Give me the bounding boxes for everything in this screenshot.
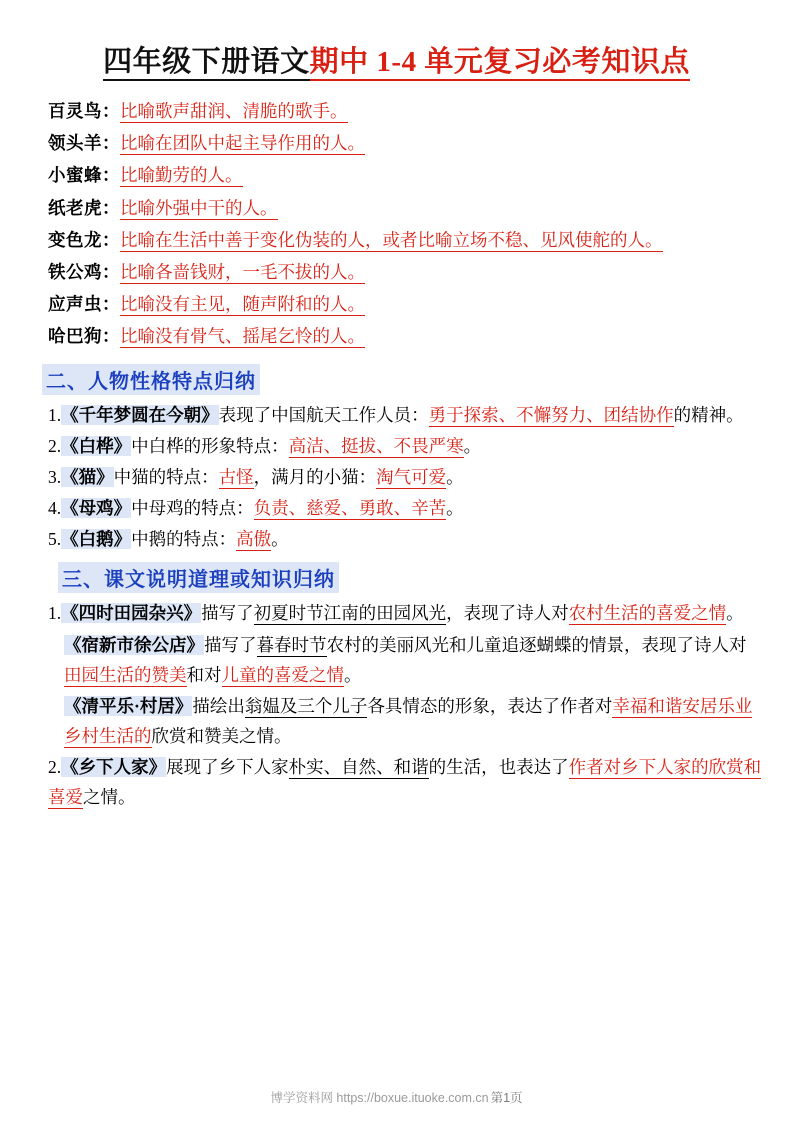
- item-text: 。: [463, 436, 482, 457]
- book-title: 《千年梦圆在今朝》: [61, 405, 219, 425]
- item-text: 中母鸡的特点：: [131, 498, 254, 519]
- book-title: 《母鸡》: [61, 498, 132, 519]
- section-heading-2: 二、人物性格特点归纳: [42, 364, 260, 395]
- list-item: [30, 630, 763, 690]
- item-text: 中鹅的特点：: [131, 529, 237, 550]
- item-highlight: 负责、慈爱、勇敢、辛苦: [253, 498, 447, 519]
- metaphor-term: 纸老虎：: [48, 197, 120, 218]
- book-title: 《白鹅》: [61, 529, 132, 550]
- page-title-part2: 期中 1-4 单元复习必考知识点: [310, 46, 690, 81]
- item-text: ，表现了诗人对: [446, 603, 569, 624]
- page-number: 第1页: [490, 1091, 523, 1105]
- metaphor-definition: 比喻在团队中起主导作用的人。: [120, 133, 365, 154]
- item-number: 4.: [48, 498, 62, 519]
- metaphor-definition: 比喻歌声甜润、清脆的歌手。: [120, 101, 348, 122]
- item-text: 中猫的特点：: [113, 467, 219, 488]
- book-title: 《宿新市徐公店》: [64, 634, 204, 655]
- metaphor-term: 领头羊：: [48, 133, 120, 154]
- item-text: 的生活，也表达了: [428, 756, 569, 777]
- list-item: [30, 96, 763, 126]
- metaphor-definition: 比喻没有骨气、摇尾乞怜的人。: [120, 325, 365, 346]
- metaphor-term: 变色龙：: [48, 229, 120, 250]
- item-text: 。: [344, 664, 362, 685]
- item-number: 5.: [48, 529, 62, 550]
- book-title: 《乡下人家》: [61, 756, 167, 777]
- item-text: 。: [446, 498, 464, 519]
- item-text: 各具情态的形象，表达了作者对: [367, 695, 613, 716]
- list-item: [30, 691, 763, 751]
- metaphor-term: 小蜜蜂：: [48, 165, 120, 186]
- item-highlight: 儿童的喜爱之情: [221, 664, 344, 685]
- metaphor-term: 应声虫：: [48, 293, 120, 314]
- metaphor-definition: 比喻在生活中善于变化伪装的人，或者比喻立场不稳、见风使舵的人。: [120, 229, 663, 250]
- list-item: [30, 400, 763, 430]
- book-title: 《白桦》: [61, 436, 132, 457]
- page-title-part1: 四年级下册语文: [103, 46, 310, 81]
- item-text: 描写了: [204, 634, 257, 655]
- item-number: 2.: [48, 756, 62, 777]
- list-item: [30, 598, 763, 628]
- item-text: 之情。: [83, 787, 136, 808]
- list-item: [30, 752, 763, 812]
- list-item: [30, 462, 763, 492]
- item-number: 2.: [48, 436, 62, 457]
- item-text: 描写了: [201, 603, 254, 624]
- item-text: 展现了乡下人家: [166, 756, 289, 777]
- book-title: 《猫》: [61, 467, 114, 488]
- item-underline: 初夏时节江南的田园风光: [253, 603, 447, 624]
- metaphor-definition: 比喻各啬钱财，一毛不拔的人。: [120, 261, 365, 282]
- item-highlight: 高洁、挺拔、不畏严寒: [288, 436, 464, 457]
- page-title: [30, 44, 763, 80]
- item-text: 欣赏和赞美之情。: [151, 725, 292, 746]
- item-highlight: 田园生活的赞美: [64, 664, 187, 685]
- item-highlight: 淘气可爱: [376, 467, 447, 488]
- item-highlight: 幸福和谐安居乐业乡村生活的: [64, 695, 753, 746]
- list-item: [30, 257, 763, 287]
- metaphor-term: 铁公鸡：: [48, 261, 120, 282]
- list-item: [30, 431, 763, 461]
- metaphor-definition: 比喻没有主见，随声附和的人。: [120, 293, 365, 314]
- item-underline: 朴实、自然、和谐: [288, 756, 429, 777]
- metaphor-term: 哈巴狗：: [48, 325, 120, 346]
- item-text: 。: [726, 603, 744, 624]
- metaphor-list: [30, 96, 763, 351]
- list-item: [30, 160, 763, 190]
- metaphor-definition: 比喻外强中干的人。: [120, 197, 278, 218]
- item-underline: 翁媪及三个儿子: [244, 695, 368, 716]
- item-text: 农村的美丽风光和儿童追逐蝴蝶的情景，表现了诗人对: [326, 634, 747, 655]
- item-text: 表现了中国航天工作人员：: [218, 405, 429, 425]
- item-underline: 暮春时节: [256, 634, 327, 655]
- item-text: 的精神。: [673, 405, 744, 425]
- metaphor-definition: 比喻勤劳的人。: [120, 165, 243, 186]
- list-item: [30, 128, 763, 158]
- list-item: [30, 321, 763, 351]
- list-item: [30, 225, 763, 255]
- watermark-text: 博学资料网 https://boxue.ituoke.com.cn: [270, 1091, 489, 1105]
- metaphor-term: 百灵鸟：: [48, 101, 120, 122]
- book-title: 《清平乐·村居》: [64, 695, 193, 716]
- list-item: [30, 493, 763, 523]
- item-highlight: 勇于探索、不懈努力、团结协作: [428, 405, 674, 425]
- item-highlight: 作者对乡下人家的欣赏和喜爱: [48, 756, 762, 808]
- item-highlight: 农村生活的喜爱之情: [568, 603, 727, 624]
- item-text: 描绘出: [192, 695, 245, 716]
- section-heading-3: 三、课文说明道理或知识归纳: [58, 562, 339, 593]
- item-number: 1.: [48, 405, 62, 425]
- item-text: ，满月的小猫：: [253, 467, 377, 488]
- item-text: 。: [271, 529, 289, 550]
- item-text: 中白桦的形象特点：: [131, 436, 289, 457]
- list-item: [30, 289, 763, 319]
- item-text: 。: [446, 467, 464, 488]
- list-item: [30, 193, 763, 223]
- item-text: 和对: [186, 664, 222, 685]
- item-highlight: 高傲: [236, 529, 272, 550]
- item-highlight: 古怪: [218, 467, 254, 488]
- list-item: [30, 524, 763, 554]
- item-number: 3.: [48, 467, 62, 488]
- page-footer: [0, 1088, 793, 1106]
- item-number: 1.: [48, 603, 62, 624]
- book-title: 《四时田园杂兴》: [61, 603, 202, 624]
